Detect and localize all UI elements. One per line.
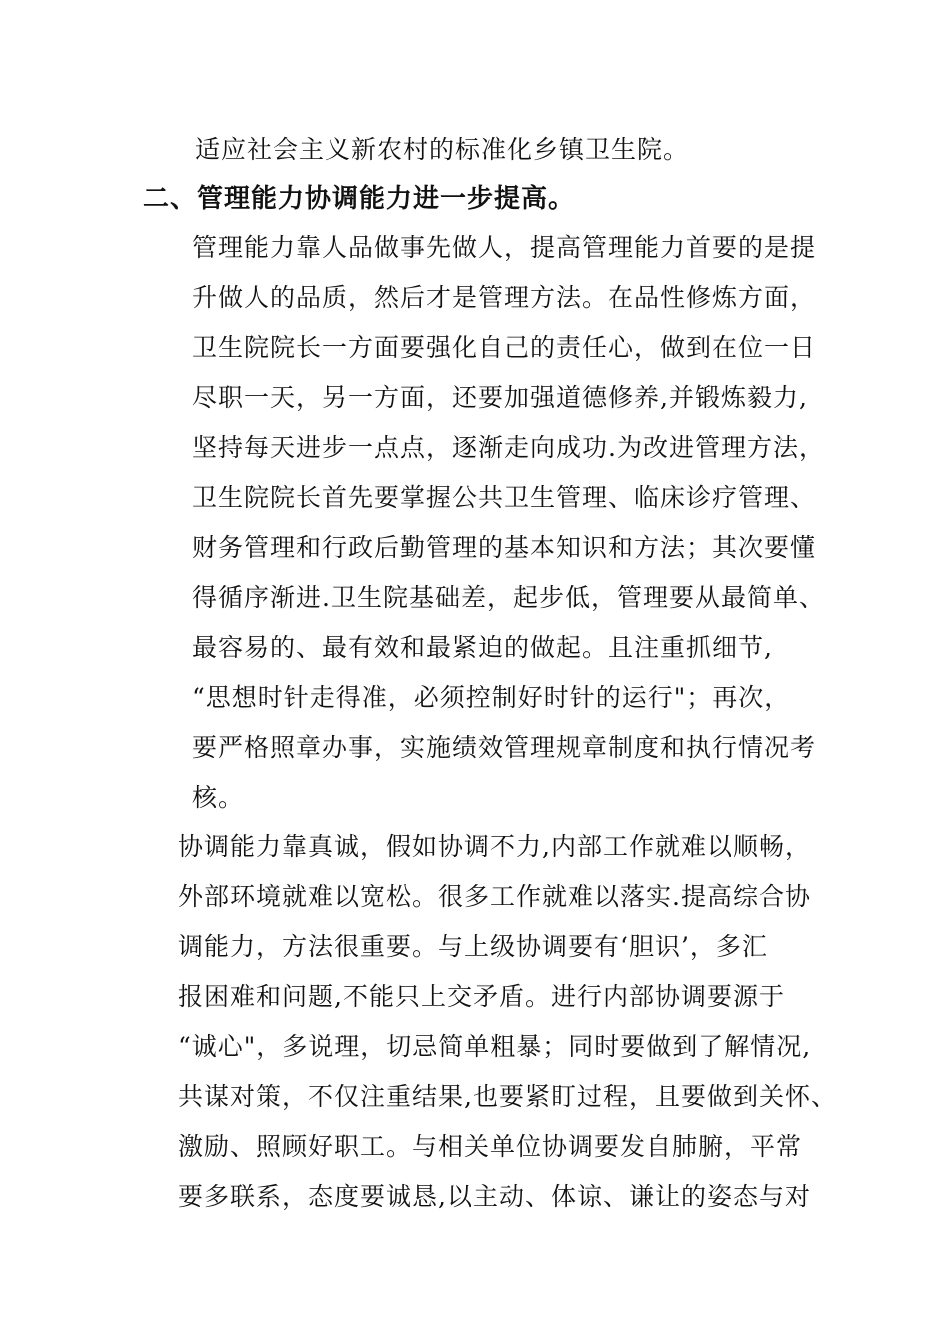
- paragraph-line: 坚持每天进步一点点，逐渐走向成功.为改进管理方法，: [192, 433, 825, 462]
- section-heading: 二、管理能力协调能力进一步提高。: [143, 184, 576, 214]
- paragraph-line: 协调能力靠真诚，假如协调不力,内部工作就难以顺畅，: [178, 832, 811, 861]
- paragraph-line: “诚心"，多说理，切忌简单粗暴；同时要做到了解情况,: [178, 1032, 812, 1061]
- intro-line: 适应社会主义新农村的标准化乡镇卫生院。: [195, 135, 690, 164]
- paragraph-line: 最容易的、最有效和最紧迫的做起。且注重抓细节,: [192, 633, 773, 662]
- paragraph-line: 升做人的品质，然后才是管理方法。在品性修炼方面，: [192, 283, 817, 312]
- paragraph-line: “思想时针走得准，必须控制好时针的运行"；再次，: [192, 683, 791, 712]
- paragraph-line: 要多联系，态度要诚恳,以主动、体谅、谦让的姿态与对: [178, 1182, 811, 1211]
- paragraph-line: 卫生院院长首先要掌握公共卫生管理、临床诊疗管理、: [192, 483, 817, 512]
- paragraph-line: 外部环境就难以宽松。很多工作就难以落实.提高综合协: [178, 882, 811, 911]
- paragraph-line: 尽职一天，另一方面，还要加强道德修养,并锻炼毅力,: [192, 383, 808, 412]
- paragraph-line: 激励、照顾好职工。与相关单位协调要发自肺腑，平常: [178, 1132, 803, 1161]
- paragraph-line: 调能力，方法很重要。与上级协调要有‘胆识’，多汇: [178, 932, 768, 961]
- paragraph-line: 卫生院院长一方面要强化自己的责任心，做到在位一日: [192, 333, 817, 362]
- paragraph-line: 得循序渐进.卫生院基础差，起步低，管理要从最简单、: [192, 583, 825, 612]
- paragraph-line: 核。: [192, 783, 245, 812]
- paragraph-line: 要严格照章办事，实施绩效管理规章制度和执行情况考: [192, 733, 817, 762]
- paragraph-line: 报困难和问题,不能只上交矛盾。进行内部协调要源于: [178, 982, 785, 1011]
- paragraph-line: 财务管理和行政后勤管理的基本知识和方法；其次要懂: [192, 533, 817, 562]
- paragraph-line: 共谋对策，不仅注重结果,也要紧盯过程，且要做到关怀、: [178, 1082, 837, 1111]
- paragraph-line: 管理能力靠人品做事先做人，提高管理能力首要的是提: [192, 233, 817, 262]
